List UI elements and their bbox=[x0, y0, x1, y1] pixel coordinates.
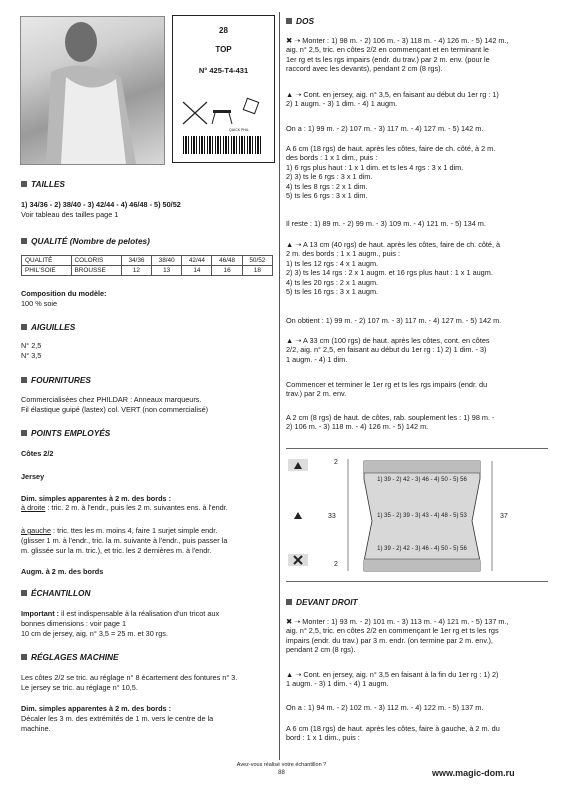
reglages-heading: RÉGLAGES MACHINE bbox=[21, 652, 119, 662]
fournitures-line: Commercialisées chez PHILDAR : Anneaux marqueurs. bbox=[21, 395, 202, 404]
devant-droit-heading: DEVANT DROIT bbox=[286, 597, 358, 607]
dim-left-line: à gauche : tric. ttes les m. moins 4, faire 1 surjet simple endr. bbox=[21, 526, 218, 535]
aiguilles-heading: AIGUILLES bbox=[21, 322, 75, 332]
watermark: www.magic-dom.ru bbox=[432, 768, 515, 778]
column-divider bbox=[279, 12, 280, 760]
schema-width-bottom: 1) 39 - 2) 42 - 3) 46 - 4) 50 - 5) 56 bbox=[377, 546, 467, 552]
schema-height-bottom: 2 bbox=[334, 561, 338, 568]
tailles-note: Voir tableau des tailles page 1 bbox=[21, 210, 119, 219]
dim-right-line: à droite : tric. 2 m. à l'endr., puis les 2 m. suivantes ens. à l'endr. bbox=[21, 503, 228, 512]
aiguille-size: N° 2,5 bbox=[21, 341, 42, 350]
dim-machine-line: Décaler les 3 m. des extrémités de 1 m. vers le centre de la bbox=[21, 714, 214, 723]
dos-paragraph: ▲ ➝ A 13 cm (40 rgs) de haut. après les côtes, faire de ch. côté, à 2 m. des bords : 1 x 1 augm., puis : 1) ts les 12 rgs : 4 x 1 augm. 2) 3) ts les 14 rgs : 2 x 1 augm. et 16 rgs plus haut : 1 x 1 augm. 4) ts les 20 rgs : 2 x 1 augm. 5) ts les 16 rgs : 3 x 1 augm. bbox=[286, 240, 501, 297]
qualite-table bbox=[21, 255, 273, 276]
section-bullet-icon bbox=[21, 238, 27, 244]
section-bullet-icon bbox=[286, 18, 292, 24]
pattern-title: TOP bbox=[215, 45, 232, 54]
echantillon-line: bonnes dimensions : voir page 1 bbox=[21, 619, 127, 628]
augm-label: Augm. à 2 m. des bords bbox=[21, 567, 104, 576]
section-bullet-icon bbox=[21, 377, 27, 383]
qualite-heading: QUALITÉ (Nombre de pelotes) bbox=[21, 236, 150, 246]
dim-heading: Dim. simples apparentes à 2 m. des bords : bbox=[21, 494, 172, 503]
dos-schema bbox=[286, 448, 548, 582]
dos-heading: DOS bbox=[286, 16, 314, 26]
model-silhouette-image bbox=[21, 17, 164, 164]
fournitures-heading: FOURNITURES bbox=[21, 375, 91, 385]
schema-height-mid: 33 bbox=[328, 513, 336, 520]
aiguille-size: N° 3,5 bbox=[21, 351, 42, 360]
jersey-label: Jersey bbox=[21, 472, 45, 481]
dos-paragraph: On a : 1) 99 m. - 2) 107 m. - 3) 117 m. - 4) 127 m. - 5) 142 m. bbox=[286, 124, 484, 133]
devant-droit-paragraph: A 6 cm (18 rgs) de haut. après les côtes, faire à gauche, à 2 m. du bord : 1 x 1 dim., puis : bbox=[286, 724, 500, 743]
schema-width-top: 1) 39 - 2) 42 - 3) 46 - 4) 50 - 5) 56 bbox=[377, 477, 467, 483]
dos-paragraph: On obtient : 1) 99 m. - 2) 107 m. - 3) 117 m. - 4) 127 m. - 5) 142 m. bbox=[286, 316, 502, 325]
dos-paragraph: A 2 cm (8 rgs) de haut. de côtes, rab. souplement les : 1) 98 m. - 2) 106 m. - 3) 118 m. - 4) 126 m. - 5) 142 m. bbox=[286, 413, 495, 432]
table-row: QUALITÉ COLORIS 34/36 38/40 42/44 46/48 50/52 bbox=[22, 256, 273, 266]
dos-paragraph: Commencer et terminer le 1er rg et ts les rgs impairs (endr. du trav.) par 2 m. env. bbox=[286, 380, 488, 399]
dim-left-line: m. glissée sur la m. tric.), et tric. les 2 dernières m. à l'endr. bbox=[21, 546, 212, 555]
dos-paragraph: ▲ ➝ A 33 cm (100 rgs) de haut. après les côtes, cont. en côtes 2/2, aig. n° 2,5, en faisant au début du 1er rg : 1) 2) 1 dim. - 3) 1 augm. - 4) 1 dim. bbox=[286, 336, 490, 364]
devant-droit-paragraph: ▲ ➝ Cont. en jersey, aig. n° 3,5 en faisant à la fin du 1er rg : 1) 2) 1 augm. - 3) 1 dim. - 4) 1 augm. bbox=[286, 670, 499, 689]
echantillon-heading: ÉCHANTILLON bbox=[21, 588, 90, 598]
section-bullet-icon bbox=[21, 324, 27, 330]
schema-width-mid: 1) 35 - 2) 39 - 3) 43 - 4) 48 - 5) 53 bbox=[377, 513, 467, 519]
dim-left-line: (glisser 1 m. à l'endr., tric. la m. suivante à l'endr., puis passer la bbox=[21, 536, 228, 545]
section-bullet-icon bbox=[21, 430, 27, 436]
dos-paragraph: A 6 cm (18 rgs) de haut. après les côtes, faire de ch. côté, à 2 m. des bords : 1 x 1 dim., puis : 1) 6 rgs plus haut : 1 x 1 dim. et ts les 4 rgs : 3 x 1 dim. 2) 3) ts le 6 rgs : 3 x 1 dim. 4) ts les 8 rgs : 2 x 1 dim. 5) ts les 6 rgs : 3 x 1 dim. bbox=[286, 144, 496, 201]
fournitures-line: Fil élastique guipé (lastex) col. VERT (non commercialisé) bbox=[21, 405, 209, 414]
devant-droit-paragraph: On a : 1) 94 m. - 2) 102 m. - 3) 112 m. - 4) 122 m. - 5) 137 m. bbox=[286, 703, 484, 712]
dos-paragraph: ✖ ➝ Monter : 1) 98 m. - 2) 106 m. - 3) 118 m. - 4) 126 m. - 5) 142 m., aig. n° 2,5, tric. en côtes 2/2 en commençant et en terminant le 1er rg et ts les rgs impairs (endr. du trav.) par 2 m. env. (pour le raccord avec les devants), pendant 2 cm (8 rgs). bbox=[286, 36, 509, 74]
dim-machine-heading: Dim. simples apparentes à 2 m. des bords : bbox=[21, 704, 172, 713]
cotes-label: Côtes 2/2 bbox=[21, 449, 54, 458]
footer-note: Avez-vous réalisé votre échantillon ? bbox=[236, 762, 327, 768]
composition-heading: Composition du modèle: bbox=[21, 289, 107, 298]
echantillon-line: Important : il est indispensable à la réalisation d'un tricot aux bbox=[21, 609, 220, 618]
section-bullet-icon bbox=[286, 599, 292, 605]
reglages-line: Le jersey se tric. au réglage n° 10,5. bbox=[21, 683, 138, 692]
section-bullet-icon bbox=[21, 590, 27, 596]
quick-phil-label: QUICK PHIL bbox=[229, 128, 249, 132]
model-photo bbox=[20, 16, 165, 165]
dim-machine-line: machine. bbox=[21, 724, 51, 733]
table-row: PHIL'SOIE BROUSSE 12 13 14 16 18 bbox=[22, 266, 273, 276]
points-heading: POINTS EMPLOYÉS bbox=[21, 428, 110, 438]
barcode bbox=[183, 136, 263, 154]
knitting-needles-icon bbox=[181, 96, 266, 132]
page-number: 88 bbox=[278, 770, 285, 776]
schema-height-right: 37 bbox=[500, 513, 508, 520]
reglages-line: Les côtes 2/2 se tric. au réglage n° 8 écartement des fontures n° 3. bbox=[21, 673, 238, 682]
section-bullet-icon bbox=[21, 654, 27, 660]
schema-height-top: 2 bbox=[334, 459, 338, 466]
section-bullet-icon bbox=[21, 181, 27, 187]
tailles-heading: TAILLES bbox=[21, 179, 65, 189]
pattern-card bbox=[172, 15, 275, 163]
composition-value: 100 % soie bbox=[21, 299, 58, 308]
dos-paragraph: Il reste : 1) 89 m. - 2) 99 m. - 3) 109 m. - 4) 121 m. - 5) 134 m. bbox=[286, 219, 486, 228]
echantillon-line: 10 cm de jersey, aig. n° 3,5 = 25 m. et 30 rgs. bbox=[21, 629, 168, 638]
pattern-number: 28 bbox=[219, 26, 228, 35]
dos-paragraph: ▲ ➝ Cont. en jersey, aig. n° 3,5, en faisant au début du 1er rg : 1) 2) 1 augm. - 3) 1 dim. - 4) 1 augm. bbox=[286, 90, 499, 109]
tailles-list: 1) 34/36 - 2) 38/40 - 3) 42/44 - 4) 46/48 - 5) 50/52 bbox=[21, 200, 181, 209]
pattern-reference: N° 425-T4-431 bbox=[198, 66, 249, 75]
devant-droit-paragraph: ✖ ➝ Monter : 1) 93 m. - 2) 101 m. - 3) 113 m. - 4) 121 m. - 5) 137 m., aig. n° 2,5, tric. en côtes 2/2 en commençant le 1er rg et ts les rgs impairs (endr. du trav.) par 3 m. endr. (on termine par 2 m. env.), pendant 2 cm (8 rgs). bbox=[286, 617, 509, 655]
